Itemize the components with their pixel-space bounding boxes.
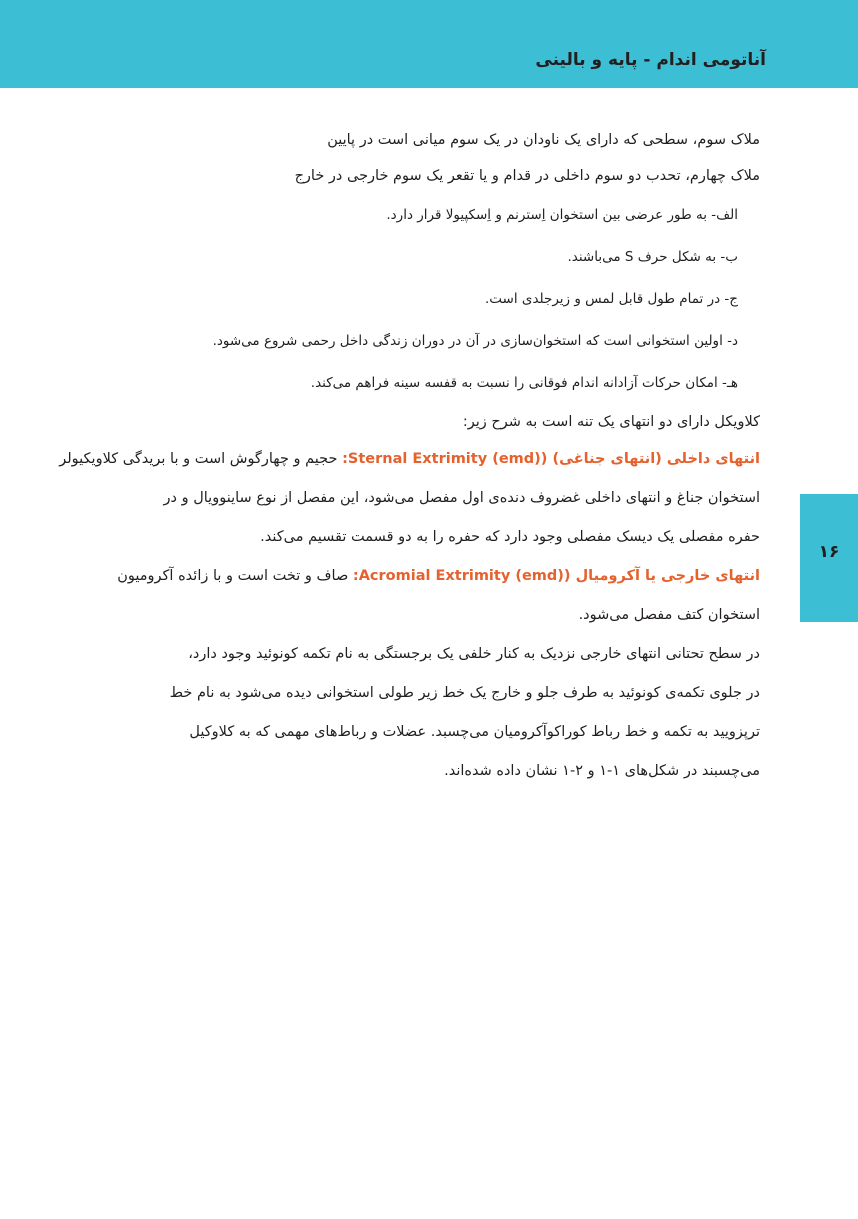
inferior-surface-line: می‌چسبند در شکل‌های ۱-۱ و ۲-۱ نشان داده شده‌اند. — [444, 763, 760, 779]
sternal-extremity-line1 — [59, 440, 760, 479]
sternal-extremity-term: انتهای داخلی (انتهای جناغی) (Sternal Extrimity (emd): — [342, 451, 760, 467]
acromial-extremity-line2: استخوان کتف مفصل می‌شود. — [578, 607, 760, 623]
running-header-title: آناتومی اندام - پایه و بالینی — [535, 50, 766, 70]
criterion-three: ملاک سوم، سطحی که دارای یک ناودان در یک سوم میانی است در پایین — [327, 132, 760, 148]
list-item: د- اولین استخوانی است که استخوان‌سازی در آن در دوران زندگی داخل رحمی شروع می‌شود. — [212, 333, 738, 349]
list-item: ج- در تمام طول قابل لمس و زیرجلدی است. — [484, 291, 738, 307]
inferior-surface-line: ترپزویید به تکمه و خط رباط کوراکوآکرومیان می‌چسبد. عضلات و رباط‌های مهمی که به کلاوکیل — [189, 724, 760, 740]
list-item: الف- به طور عرضی بین استخوان اِسترنم و اِسکپیولا قرار دارد. — [386, 207, 738, 223]
acromial-extremity-line1 — [90, 557, 760, 596]
extremities-intro: کلاویکل دارای دو انتهای یک تنه است به شرح زیر: — [462, 414, 760, 430]
list-item: هـ- امکان حرکات آزادانه اندام فوقانی را نسبت به قفسه سینه فراهم می‌کند. — [310, 375, 738, 391]
sternal-extremity-line2: استخوان جناغ و انتهای داخلی غضروف دنده‌ی اول مفصل می‌شود، این مفصل از نوع ساینوویال و در — [163, 490, 760, 506]
list-item: ب- به شکل حرف S می‌باشند. — [567, 249, 738, 265]
sternal-extremity-text: حجیم و چهارگوش است و با بریدگی کلاویکیولر — [59, 451, 343, 467]
header-band — [0, 0, 858, 88]
inferior-surface-line: در جلوی تکمه‌ی کونوئید به طرف جلو و خارج یک خط زیر طولی استخوانی دیده می‌شود به نام خط — [169, 685, 760, 701]
page-number: ۱۶ — [818, 542, 840, 562]
body-text — [59, 122, 760, 791]
sternal-extremity-line3: حفره مفصلی یک دیسک مفصلی وجود دارد که حفره را به دو قسمت تقسیم می‌کند. — [260, 529, 760, 545]
acromial-extremity-text: صاف و تخت است و با زائده آکرومیون — [117, 568, 353, 584]
inferior-surface-line: در سطح تحتانی انتهای خارجی نزدیک به کنار خلفی یک برجستگی به نام تکمه کونوئید وجود دارد، — [188, 646, 760, 662]
criterion-four: ملاک چهارم، تحدب دو سوم داخلی در قدام و یا تقعر یک سوم خارجی در خارج — [294, 168, 760, 184]
acromial-extremity-term: انتهای خارجی یا آکرومیال (Acromial Extrimity (emd): — [352, 568, 760, 584]
